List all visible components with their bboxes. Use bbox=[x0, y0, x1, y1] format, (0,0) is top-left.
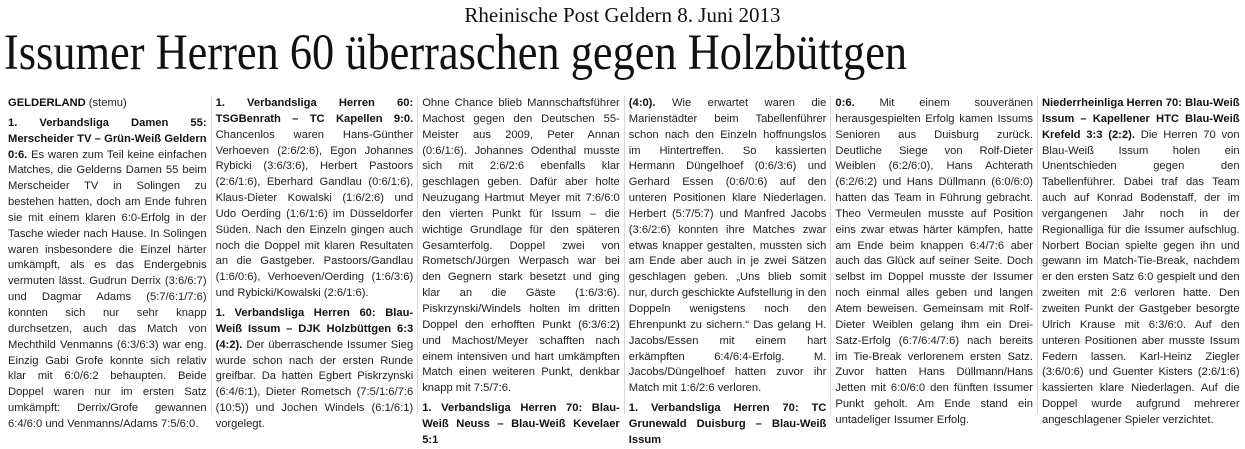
match-heading: 1. Verbandsliga Herren 70: TC Grunewald Duisburg – Blau-Weiß Issum bbox=[628, 402, 827, 446]
article-text: Der überraschende Issumer Sieg wurde schon nach der ersten Runde greifbar. Da hatten Egbert Piskrzynski (6:4/6:1), Dieter Rometsch (7:5/1:6/7:6 (10:5)) und Jochen Windels (6:1/6:1) vorgelegt. bbox=[215, 338, 414, 430]
match-heading: 1. Verbandsliga Damen 55: Merscheider TV – Grün-Weiß Geldern 0:6. bbox=[8, 116, 207, 161]
match-heading: (4:0). bbox=[628, 97, 656, 109]
paragraph-spacer bbox=[629, 397, 827, 401]
article-column-2 bbox=[211, 96, 418, 430]
article-column-3 bbox=[417, 96, 624, 446]
article-headline: Issumer Herren 60 überraschen gegen Holzbüttgen bbox=[4, 25, 908, 81]
paragraph-spacer bbox=[422, 397, 620, 401]
newspaper-source-line: Rheinische Post Geldern 8. Juni 2013 bbox=[464, 3, 781, 27]
match-heading: 1. Verbandsliga Herren 60: Blau-Weiß Issum – DJK Holzbüttgen 6:3 (4:2). bbox=[215, 306, 414, 351]
article-column-5 bbox=[830, 96, 1037, 426]
article-text: Mit einem souveränen herausgespielten Erfolg kamen Issums Senioren aus Duisburg zurück. Deutliche Siege von Rolf-Dieter Weiblen (6:2/6:0), Hans Achterath (6:2/6:2) und Hans Düllmann (6:0/6:0) hatten das Team in Führung gebracht. Theo Vermeulen musste auf Position eins zwar etwas härter kämpfen, hatte am Ende beim knappen 6:4/7:6 aber auch das Glück auf seiner Seite. Doch selbst im Doppel musste der Issumer noch einmal alles geben und langen Atem beweisen. Gemeinsam mit Rolf-Dieter Weiblen gelang ihm ein Drei-Satz-Erfolg (6:7/6:4/7:6) nach bereits im Tie-Break verlorenem ersten Satz. Zuvor hatten Hans Düllmann/Hans Jetten mit 6:0/6:0 den fünften Issumer Punkt geholt. Am Ende stand ein untadeliger Issumer Erfolg. bbox=[835, 97, 1033, 426]
article-text: Ohne Chance blieb Mannschaftsführer Machost gegen den Deutschen 55-Meister aus 2009, Peter Annan (0:6/1:6). Johannes Odenthal musste sich mit 2:6/2:6 ebenfalls klar geschlagen geben. Dafür aber holte Neuzugang Hartmut Meyer mit 7:6/6:0 den vierten Punkt für Issum – die wichtige Grundlage für den späteren Gesamterfolg. Doppel zwei von Rometsch/Jürgen Werpasch war bei den Gegnern stark besetzt und ging klar an die Gäste (1:6/3:6). Piskrzynski/Windels holten im dritten Doppel den erhofften Punkt (6:3/6:2) und Machost/Meyer schafften nach einem intensiven und hart umkämpften Match einen weiteren Punkt, denkbar knapp mit 7:5/7:6. bbox=[422, 97, 620, 395]
paragraph-spacer bbox=[8, 112, 207, 116]
match-heading: Niederrheinliga Herren 70: Blau-Weiß Issum – Kapellener HTC Blau-Weiß Krefeld 3:3 (2:2). bbox=[1041, 97, 1240, 141]
article-body bbox=[4, 96, 1244, 446]
article-text: Chancenlos waren Hans-Günther Verhoeven (2:6/2:6), Egon Johannes Rybicki (3:6/3:6), Herbert Pastoors (2:6/1:6), Eberhard Gandlau (0:6/1:6), Klaus-Dieter Kowalski (1:6/2:6) und Udo Oerding (1:6/1:6) im Düsseldorfer Süden. Nach den Einzeln gingen auch noch die Doppel mit klaren Resultaten an die Gastgeber. Pastoors/Gandlau (1:6/0:6), Verhoeven/Oerding (1:6/3:6) und Rybicki/Kowalski (2:6/1:6). bbox=[215, 128, 414, 300]
paragraph-spacer bbox=[216, 302, 414, 306]
article-column-6 bbox=[1037, 96, 1244, 426]
article-column-1 bbox=[4, 96, 211, 430]
article-text: Wie erwartet waren die Marienstädter beim Tabellenführer schon nach den Einzeln hoffnungslos im Hintertreffen. So kassierten Hermann Düngelhoef (0:6/3:6) und Gerhard Essen (0:6/0:6) auf den unteren Positionen klare Niederlagen. Herbert (5:7/5:7) und Manfred Jacobs (3:6/2:6) konnten ihre Matches zwar etwas knapper gestalten, mussten sich am Ende aber auch in je zwei Sätzen geschlagen geben. „Uns blieb somit nur, durch geschickte Aufstellung in den Doppeln wenigstens noch den Ehrenpunkt zu sichern.“ Das gelang H. Jacobs/Essen mit einem hart erkämpften 6:4/6:4-Erfolg. M. Jacobs/Düngelhoef hatten zuvor ihr Match mit 1:6/2:6 verloren. bbox=[628, 97, 827, 395]
article-text: Die Herren 70 von Blau-Weiß Issum holen ein Unentschieden gegen den Tabellenführer. Dabei traf das Team auch auf Konrad Bodenstaff, der im vergangenen Jahr noch in der Regionalliga für die Issumer aufschlug. Norbert Bocian spielte gegen ihn und gewann im Match-Tie-Break, nachdem er den ersten Satz 6:0 gespielt und den zweiten mit 2:6 verloren hatte. Den zweiten Punkt der Gastgeber besorgte Ulrich Krause mit 6:3/6:0. Auf den unteren Positionen aber musste Issum Federn lassen. Karl-Heinz Ziegler (3:6/0:6) und Guenter Kisters (2:6/1:6) kassierten klare Niederlagen. Auf die Doppel wurde aufgrund mehrerer angeschlagener Spieler verzichtet. bbox=[1041, 128, 1240, 426]
match-heading: GELDERLAND bbox=[8, 97, 86, 109]
match-heading: 1. Verbandsliga Herren 70: Blau-Weiß Neuss – Blau-Weiß Kevelaer 5:1 bbox=[422, 402, 620, 446]
match-heading: 1. Verbandsliga Herren 60: TSGBenrath – TC Kapellen 9:0. bbox=[215, 97, 414, 125]
article-text: (stemu) bbox=[85, 97, 127, 109]
match-heading: 0:6. bbox=[835, 97, 855, 109]
article-text: Es waren zum Teil keine einfachen Matches, die Gelderns Damen 55 beim Merscheider TV in Solingen zu bestehen hatten, doch am Ende fuhren sie mit einem klaren 6:0-Erfolg in der Tasche wieder nach Hause. In Solingen waren insbesondere die Einzel härter umkämpft, als es das Endergebnis vermuten lässt. Gudrun Derrix (3:6/6:7) und Dagmar Adams (5:7/6:1/7:6) konnten sich nur sehr knapp durchsetzen, auch das Match von Mechthild Venmanns (6:3/6:3) war eng. Einzig Gabi Grofe konnte sich relativ klar mit 6:0/6:2 behaupten. Beide Doppel waren nur im ersten Satz umkämpft: Derrix/Grofe gewannen 6:4/6:0 und Venmanns/Adams 7:5/6:0. bbox=[8, 148, 207, 430]
article-column-4 bbox=[624, 96, 831, 446]
